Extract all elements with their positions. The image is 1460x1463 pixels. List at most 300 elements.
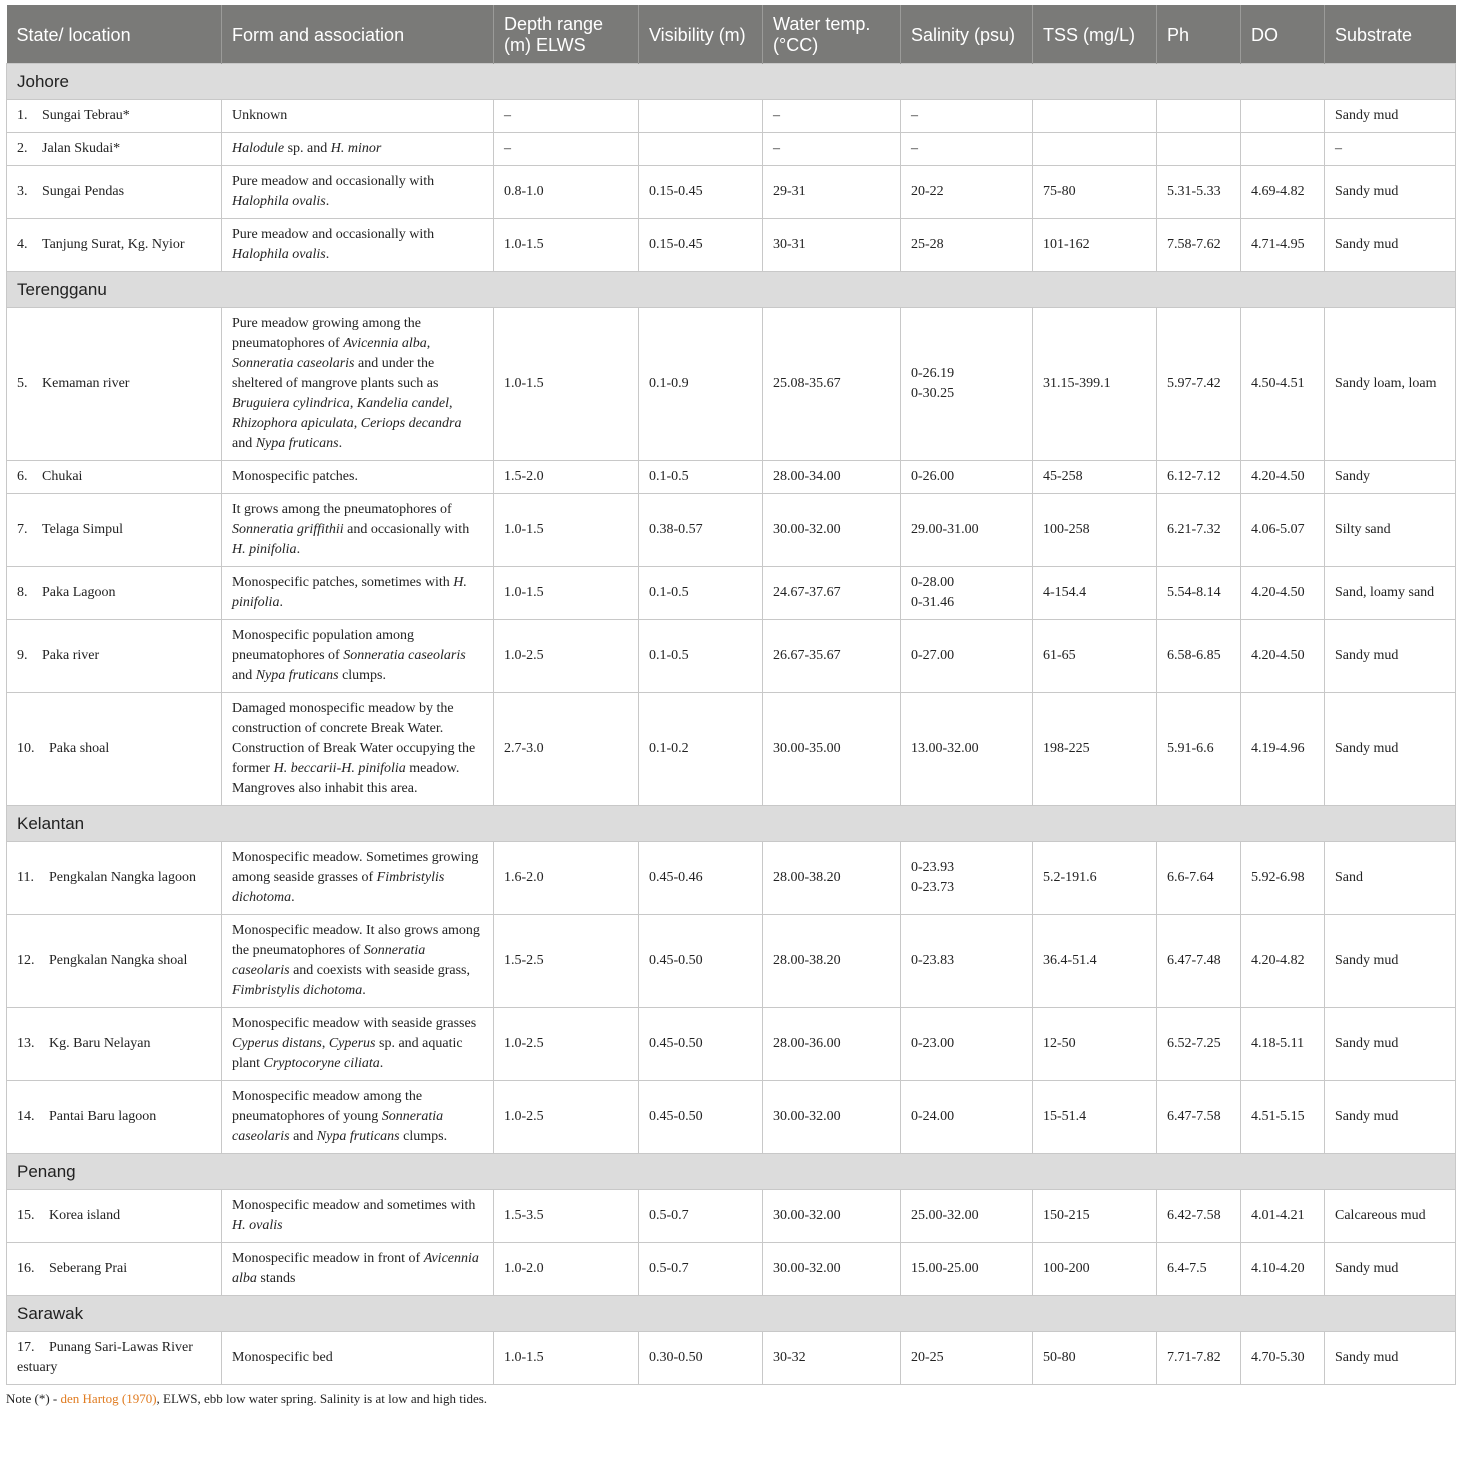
- cell-ph: [1157, 100, 1241, 133]
- row-number: 1.: [17, 108, 28, 123]
- salinity-value: 0-31.46: [911, 595, 955, 610]
- cell-ph: 6.58-6.85: [1157, 620, 1241, 693]
- salinity-value: 25-28: [911, 237, 944, 252]
- form-text-segment: clumps.: [338, 668, 387, 683]
- header-form-association: Form and association: [222, 5, 494, 64]
- salinity-value: 0-26.19: [911, 366, 955, 381]
- cell-tss: 75-80: [1033, 166, 1157, 219]
- cell-salinity: [901, 567, 1033, 620]
- cell-depth: 1.0-1.5: [494, 219, 639, 272]
- cell-location: [7, 308, 222, 461]
- form-text-segment: Nypa fruticans: [316, 1129, 400, 1144]
- cell-salinity: [901, 693, 1033, 806]
- cell-water-temp: 30.00-32.00: [763, 494, 901, 567]
- table-row: [7, 1243, 1456, 1296]
- cell-salinity: [901, 1081, 1033, 1154]
- form-text-segment: Pure meadow growing among the pneumatophores of: [232, 316, 421, 351]
- cell-form-association: [222, 1081, 494, 1154]
- location-name: Paka river: [42, 648, 100, 663]
- cell-form-association: [222, 620, 494, 693]
- salinity-value: 0-23.73: [911, 880, 955, 895]
- cell-water-temp: 30-31: [763, 219, 901, 272]
- cell-visibility: 0.45-0.50: [639, 1008, 763, 1081]
- form-text-segment: Monospecific meadow. It also grows among the pneumatophores of: [232, 923, 480, 958]
- form-text-segment: Cryptocoryne ciliata: [263, 1056, 380, 1071]
- cell-tss: 36.4-51.4: [1033, 915, 1157, 1008]
- form-text-segment: Cyperus distans: [232, 1036, 322, 1051]
- cell-location: [7, 842, 222, 915]
- cell-depth: 1.0-2.0: [494, 1243, 639, 1296]
- table-header: [7, 5, 1456, 64]
- cell-form-association: [222, 308, 494, 461]
- cell-visibility: 0.1-0.5: [639, 461, 763, 494]
- cell-ph: 6.4-7.5: [1157, 1243, 1241, 1296]
- cell-form-association: [222, 219, 494, 272]
- form-text-segment: H. pinifolia: [232, 575, 467, 610]
- cell-do: 4.50-4.51: [1241, 308, 1325, 461]
- cell-substrate: –: [1325, 133, 1456, 166]
- cell-substrate: Sandy mud: [1325, 1081, 1456, 1154]
- salinity-value: –: [911, 141, 918, 156]
- cell-tss: 31.15-399.1: [1033, 308, 1157, 461]
- cell-do: 4.06-5.07: [1241, 494, 1325, 567]
- group-row: [7, 1154, 1456, 1190]
- salinity-value: 25.00-32.00: [911, 1208, 979, 1223]
- cell-salinity: [901, 100, 1033, 133]
- table-row: [7, 100, 1456, 133]
- row-number: 6.: [17, 469, 28, 484]
- cell-do: 4.20-4.50: [1241, 620, 1325, 693]
- cell-salinity: [901, 308, 1033, 461]
- group-label: Johore: [7, 64, 1456, 100]
- form-text-segment: Unknown: [232, 108, 288, 123]
- row-number: 2.: [17, 141, 28, 156]
- cell-water-temp: 30-32: [763, 1332, 901, 1385]
- cell-visibility: 0.15-0.45: [639, 219, 763, 272]
- cell-tss: 101-162: [1033, 219, 1157, 272]
- form-text-segment: H. minor: [330, 141, 382, 156]
- row-number: 4.: [17, 237, 28, 252]
- cell-do: 4.18-5.11: [1241, 1008, 1325, 1081]
- cell-form-association: [222, 915, 494, 1008]
- cell-salinity: [901, 1008, 1033, 1081]
- cell-tss: 61-65: [1033, 620, 1157, 693]
- form-text-segment: Nypa fruticans: [255, 668, 339, 683]
- note-citation-link[interactable]: den Hartog (1970): [60, 1391, 157, 1406]
- form-text-segment: ,: [353, 416, 361, 431]
- cell-water-temp: 30.00-32.00: [763, 1243, 901, 1296]
- table-row: [7, 494, 1456, 567]
- cell-depth: 1.0-1.5: [494, 567, 639, 620]
- group-row: [7, 64, 1456, 100]
- location-name: Kg. Baru Nelayan: [49, 1036, 151, 1051]
- cell-do: [1241, 100, 1325, 133]
- cell-form-association: [222, 494, 494, 567]
- cell-do: 4.70-5.30: [1241, 1332, 1325, 1385]
- form-text-segment: sp. and aquatic plant: [232, 1036, 463, 1071]
- location-name: Kemaman river: [42, 376, 130, 391]
- cell-location: [7, 100, 222, 133]
- cell-form-association: [222, 567, 494, 620]
- form-text-segment: .: [325, 247, 330, 262]
- cell-visibility: 0.15-0.45: [639, 166, 763, 219]
- form-text-segment: and coexists with seaside grass,: [289, 963, 470, 978]
- cell-depth: 1.5-3.5: [494, 1190, 639, 1243]
- cell-ph: 5.91-6.6: [1157, 693, 1241, 806]
- cell-depth: –: [494, 100, 639, 133]
- cell-substrate: Sandy mud: [1325, 1243, 1456, 1296]
- cell-tss: 198-225: [1033, 693, 1157, 806]
- cell-water-temp: 28.00-34.00: [763, 461, 901, 494]
- cell-visibility: [639, 100, 763, 133]
- form-text-segment: It grows among the pneumatophores of: [232, 502, 452, 517]
- cell-location: [7, 1008, 222, 1081]
- row-number: 13.: [17, 1036, 35, 1051]
- cell-ph: 6.52-7.25: [1157, 1008, 1241, 1081]
- cell-salinity: [901, 166, 1033, 219]
- location-name: Paka shoal: [49, 741, 110, 756]
- salinity-value: 0-23.83: [911, 953, 955, 968]
- salinity-value: 15.00-25.00: [911, 1261, 979, 1276]
- cell-do: 4.10-4.20: [1241, 1243, 1325, 1296]
- location-name: Tanjung Surat, Kg. Nyior: [42, 237, 185, 252]
- row-number: 14.: [17, 1109, 35, 1124]
- form-text-segment: Fimbristylis dichotoma: [232, 983, 363, 998]
- cell-tss: 150-215: [1033, 1190, 1157, 1243]
- table-row: [7, 166, 1456, 219]
- cell-visibility: 0.5-0.7: [639, 1190, 763, 1243]
- cell-ph: 5.31-5.33: [1157, 166, 1241, 219]
- cell-salinity: [901, 1190, 1033, 1243]
- form-text-segment: ,: [321, 1036, 329, 1051]
- cell-visibility: 0.45-0.50: [639, 915, 763, 1008]
- cell-do: 5.92-6.98: [1241, 842, 1325, 915]
- location-name: Sungai Pendas: [42, 184, 125, 199]
- header-tss: TSS (mg/L): [1033, 5, 1157, 64]
- form-text-segment: Sonneratia caseolaris: [232, 1109, 444, 1144]
- form-text-segment: and: [232, 668, 256, 683]
- location-name: Jalan Skudai*: [42, 141, 121, 156]
- header-ph: Ph: [1157, 5, 1241, 64]
- form-text-segment: H. beccarii-H. pinifolia: [273, 761, 406, 776]
- cell-tss: 100-200: [1033, 1243, 1157, 1296]
- cell-tss: 45-258: [1033, 461, 1157, 494]
- cell-location: [7, 1243, 222, 1296]
- cell-substrate: Sand: [1325, 842, 1456, 915]
- cell-form-association: [222, 1332, 494, 1385]
- cell-location: [7, 620, 222, 693]
- salinity-value: 0-28.00: [911, 575, 955, 590]
- row-number: 9.: [17, 648, 28, 663]
- cell-location: [7, 133, 222, 166]
- table-body: [7, 64, 1456, 1385]
- cell-ph: 6.42-7.58: [1157, 1190, 1241, 1243]
- cell-do: 4.71-4.95: [1241, 219, 1325, 272]
- cell-substrate: Silty sand: [1325, 494, 1456, 567]
- cell-visibility: 0.38-0.57: [639, 494, 763, 567]
- cell-salinity: [901, 461, 1033, 494]
- cell-visibility: 0.1-0.5: [639, 567, 763, 620]
- header-water-temp: Water temp. (°CC): [763, 5, 901, 64]
- cell-location: [7, 219, 222, 272]
- cell-water-temp: 30.00-35.00: [763, 693, 901, 806]
- cell-location: [7, 1190, 222, 1243]
- form-text-segment: and: [289, 1129, 317, 1144]
- cell-depth: 1.0-1.5: [494, 494, 639, 567]
- form-text-segment: ,: [426, 336, 431, 351]
- header-visibility: Visibility (m): [639, 5, 763, 64]
- form-text-segment: sp. and: [284, 141, 331, 156]
- table-note: [6, 1391, 1455, 1407]
- cell-location: [7, 567, 222, 620]
- cell-water-temp: 26.67-35.67: [763, 620, 901, 693]
- form-text-segment: Avicennia alba: [232, 1251, 479, 1286]
- form-text-segment: Sonneratia caseolaris: [232, 943, 426, 978]
- cell-ph: 7.71-7.82: [1157, 1332, 1241, 1385]
- cell-depth: –: [494, 133, 639, 166]
- cell-water-temp: 24.67-37.67: [763, 567, 901, 620]
- salinity-value: 0-30.25: [911, 386, 955, 401]
- location-name: Chukai: [42, 469, 83, 484]
- table-container: [6, 5, 1455, 1407]
- row-number: 15.: [17, 1208, 35, 1223]
- cell-water-temp: 30.00-32.00: [763, 1081, 901, 1154]
- salinity-value: –: [911, 108, 918, 123]
- cell-do: 4.01-4.21: [1241, 1190, 1325, 1243]
- cell-depth: 1.5-2.0: [494, 461, 639, 494]
- form-text-segment: Monospecific meadow with seaside grasses: [232, 1016, 477, 1031]
- cell-ph: 6.47-7.48: [1157, 915, 1241, 1008]
- cell-form-association: [222, 1008, 494, 1081]
- cell-water-temp: 25.08-35.67: [763, 308, 901, 461]
- table-row: [7, 620, 1456, 693]
- form-text-segment: .: [362, 983, 366, 998]
- cell-salinity: [901, 133, 1033, 166]
- table-row: [7, 842, 1456, 915]
- cell-location: [7, 1081, 222, 1154]
- form-text-segment: Pure meadow and occasionally with: [232, 174, 435, 189]
- cell-substrate: Sand, loamy sand: [1325, 567, 1456, 620]
- cell-do: 4.20-4.50: [1241, 461, 1325, 494]
- cell-ph: 5.54-8.14: [1157, 567, 1241, 620]
- cell-substrate: Sandy mud: [1325, 693, 1456, 806]
- table-row: [7, 133, 1456, 166]
- form-text-segment: Cyperus: [328, 1036, 376, 1051]
- table-row: [7, 693, 1456, 806]
- location-name: Sungai Tebrau*: [42, 108, 130, 123]
- salinity-value: 0-23.93: [911, 860, 955, 875]
- cell-depth: 1.0-2.5: [494, 620, 639, 693]
- cell-visibility: 0.45-0.46: [639, 842, 763, 915]
- salinity-value: 0-23.00: [911, 1036, 955, 1051]
- cell-substrate: Sandy mud: [1325, 620, 1456, 693]
- cell-form-association: [222, 1243, 494, 1296]
- form-text-segment: Fimbristylis dichotoma: [232, 870, 445, 905]
- table-row: [7, 1008, 1456, 1081]
- form-text-segment: .: [379, 1056, 384, 1071]
- cell-visibility: 0.30-0.50: [639, 1332, 763, 1385]
- cell-water-temp: 29-31: [763, 166, 901, 219]
- row-number: 5.: [17, 376, 28, 391]
- location-name: Paka Lagoon: [42, 585, 116, 600]
- header-do: DO: [1241, 5, 1325, 64]
- salinity-value: 13.00-32.00: [911, 741, 979, 756]
- cell-salinity: [901, 219, 1033, 272]
- cell-tss: 5.2-191.6: [1033, 842, 1157, 915]
- form-text-segment: stands: [256, 1271, 296, 1286]
- table-row: [7, 915, 1456, 1008]
- header-depth-range: Depth range (m) ELWS: [494, 5, 639, 64]
- cell-do: 4.20-4.82: [1241, 915, 1325, 1008]
- form-text-segment: Sonneratia griffithii: [232, 522, 344, 537]
- table-row: [7, 567, 1456, 620]
- form-text-segment: H. ovalis: [232, 1218, 283, 1233]
- form-text-segment: ,: [349, 396, 357, 411]
- cell-substrate: Sandy: [1325, 461, 1456, 494]
- cell-ph: 7.58-7.62: [1157, 219, 1241, 272]
- group-label: Terengganu: [7, 272, 1456, 308]
- form-text-segment: .: [338, 436, 343, 451]
- salinity-value: 29.00-31.00: [911, 522, 979, 537]
- header-state-location: State/ location: [7, 5, 222, 64]
- cell-depth: 1.0-2.5: [494, 1081, 639, 1154]
- form-text-segment: Avicennia alba: [343, 336, 427, 351]
- row-number: 16.: [17, 1261, 35, 1276]
- cell-substrate: Sandy mud: [1325, 1332, 1456, 1385]
- cell-tss: [1033, 100, 1157, 133]
- group-row: [7, 1296, 1456, 1332]
- cell-water-temp: 28.00-38.20: [763, 842, 901, 915]
- row-number: 7.: [17, 522, 28, 537]
- cell-substrate: Sandy mud: [1325, 1008, 1456, 1081]
- location-name: Pengkalan Nangka shoal: [49, 953, 188, 968]
- location-name: Punang Sari-Lawas River estuary: [17, 1340, 193, 1375]
- cell-tss: 12-50: [1033, 1008, 1157, 1081]
- cell-depth: 2.7-3.0: [494, 693, 639, 806]
- cell-water-temp: –: [763, 100, 901, 133]
- cell-salinity: [901, 842, 1033, 915]
- table-row: [7, 1332, 1456, 1385]
- cell-ph: 6.6-7.64: [1157, 842, 1241, 915]
- salinity-value: 0-27.00: [911, 648, 955, 663]
- cell-form-association: [222, 100, 494, 133]
- form-text-segment: Monospecific meadow in front of: [232, 1251, 424, 1266]
- cell-form-association: [222, 461, 494, 494]
- cell-substrate: Sandy mud: [1325, 915, 1456, 1008]
- cell-form-association: [222, 166, 494, 219]
- form-text-segment: and under the sheltered of mangrove plants such as: [232, 356, 439, 391]
- form-text-segment: clumps.: [399, 1129, 448, 1144]
- form-text-segment: .: [279, 595, 283, 610]
- cell-ph: 5.97-7.42: [1157, 308, 1241, 461]
- table-row: [7, 461, 1456, 494]
- cell-ph: 6.47-7.58: [1157, 1081, 1241, 1154]
- cell-water-temp: 28.00-36.00: [763, 1008, 901, 1081]
- table-row: [7, 219, 1456, 272]
- form-text-segment: Damaged monospecific meadow by the construction of concrete Break Water. Construction of Break Water occupying the former: [232, 701, 476, 776]
- table-row: [7, 308, 1456, 461]
- cell-visibility: 0.1-0.5: [639, 620, 763, 693]
- form-text-segment: Monospecific meadow. Sometimes growing among seaside grasses of: [232, 850, 479, 885]
- cell-visibility: 0.45-0.50: [639, 1081, 763, 1154]
- cell-form-association: [222, 693, 494, 806]
- form-text-segment: Kandelia candel: [356, 396, 449, 411]
- cell-depth: 1.0-1.5: [494, 308, 639, 461]
- form-text-segment: and: [232, 436, 256, 451]
- cell-substrate: Sandy mud: [1325, 219, 1456, 272]
- cell-water-temp: 30.00-32.00: [763, 1190, 901, 1243]
- cell-location: [7, 915, 222, 1008]
- header-row: [7, 5, 1456, 64]
- cell-water-temp: 28.00-38.20: [763, 915, 901, 1008]
- header-substrate: Substrate: [1325, 5, 1456, 64]
- form-text-segment: ,: [448, 396, 453, 411]
- cell-salinity: [901, 620, 1033, 693]
- salinity-value: 20-22: [911, 184, 944, 199]
- cell-do: 4.51-5.15: [1241, 1081, 1325, 1154]
- group-row: [7, 272, 1456, 308]
- cell-depth: 1.5-2.5: [494, 915, 639, 1008]
- table-row: [7, 1190, 1456, 1243]
- form-text-segment: Halodule: [232, 141, 285, 156]
- cell-visibility: 0.1-0.2: [639, 693, 763, 806]
- form-text-segment: and occasionally with: [343, 522, 470, 537]
- cell-location: [7, 166, 222, 219]
- cell-depth: 0.8-1.0: [494, 166, 639, 219]
- cell-do: 4.19-4.96: [1241, 693, 1325, 806]
- form-text-segment: Monospecific bed: [232, 1350, 333, 1365]
- location-name: Pengkalan Nangka lagoon: [49, 870, 196, 885]
- location-name: Pantai Baru lagoon: [49, 1109, 157, 1124]
- cell-tss: 15-51.4: [1033, 1081, 1157, 1154]
- form-text-segment: Halophila ovalis: [232, 247, 326, 262]
- group-row: [7, 806, 1456, 842]
- row-number: 10.: [17, 741, 35, 756]
- group-label: Penang: [7, 1154, 1456, 1190]
- form-text-segment: Monospecific patches.: [232, 469, 358, 484]
- cell-depth: 1.6-2.0: [494, 842, 639, 915]
- cell-do: [1241, 133, 1325, 166]
- cell-substrate: Sandy mud: [1325, 166, 1456, 219]
- cell-do: 4.69-4.82: [1241, 166, 1325, 219]
- form-text-segment: meadow. Mangroves also inhabit this area.: [232, 761, 460, 796]
- row-number: 11.: [17, 870, 34, 885]
- row-number: 12.: [17, 953, 35, 968]
- cell-substrate: Calcareous mud: [1325, 1190, 1456, 1243]
- cell-ph: [1157, 133, 1241, 166]
- form-text-segment: Nypa fruticans: [255, 436, 339, 451]
- cell-location: [7, 693, 222, 806]
- cell-salinity: [901, 1332, 1033, 1385]
- location-name: Korea island: [49, 1208, 121, 1223]
- cell-salinity: [901, 1243, 1033, 1296]
- cell-salinity: [901, 915, 1033, 1008]
- group-label: Sarawak: [7, 1296, 1456, 1332]
- salinity-value: 20-25: [911, 1350, 944, 1365]
- cell-substrate: Sandy loam, loam: [1325, 308, 1456, 461]
- cell-water-temp: –: [763, 133, 901, 166]
- form-text-segment: Monospecific patches, sometimes with: [232, 575, 454, 590]
- salinity-value: 0-24.00: [911, 1109, 955, 1124]
- cell-tss: 50-80: [1033, 1332, 1157, 1385]
- cell-ph: 6.12-7.12: [1157, 461, 1241, 494]
- header-salinity: Salinity (psu): [901, 5, 1033, 64]
- location-name: Telaga Simpul: [42, 522, 124, 537]
- cell-form-association: [222, 1190, 494, 1243]
- cell-tss: 4-154.4: [1033, 567, 1157, 620]
- cell-substrate: Sandy mud: [1325, 100, 1456, 133]
- row-number: 8.: [17, 585, 28, 600]
